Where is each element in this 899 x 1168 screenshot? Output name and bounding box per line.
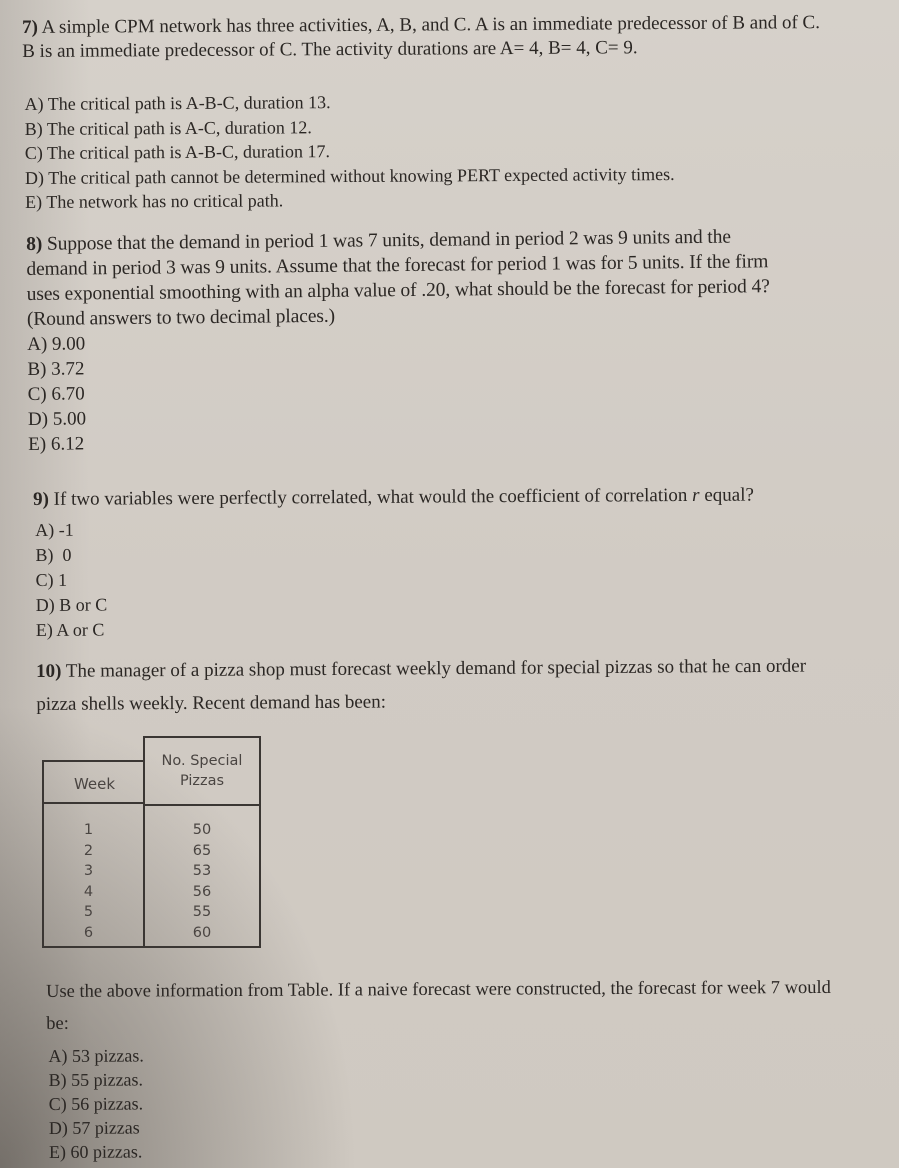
stem-line: A simple CPM network has three activities, A, B, and C. A is an immediate predecessor of B and of C. (41, 12, 821, 38)
pizza-cell: 65 (192, 842, 212, 859)
question-8 (26, 223, 888, 457)
option-d[interactable]: D) B or C (35, 594, 108, 615)
option-c[interactable]: C) 1 (35, 569, 68, 590)
option-d[interactable]: D) The critical path cannot be determined without knowing PERT expected activity times. (24, 163, 675, 188)
stem-text: If two variables were perfectly correlated, what would the coefficient of correlation (53, 484, 693, 510)
variable-r: r (692, 484, 700, 506)
pizza-cell: 60 (192, 924, 212, 941)
stem-line: B is an immediate predecessor of C. The activity durations are A= 4, B= 4, C= 9. (22, 37, 638, 62)
week-column (42, 804, 145, 948)
option-c[interactable]: C) The critical path is A-B-C, duration 17. (24, 141, 331, 163)
question-8-options (27, 323, 888, 457)
pizzas-column (143, 804, 261, 948)
option-b[interactable]: B) The critical path is A-C, duration 12. (24, 116, 312, 139)
option-e[interactable]: E) 60 pizzas. (48, 1141, 143, 1162)
week-cell: 5 (83, 904, 94, 920)
question-7-stem (22, 11, 882, 64)
header-week: Week (42, 760, 145, 806)
option-c[interactable]: C) 56 pizzas. (48, 1093, 144, 1114)
week-cell: 4 (83, 883, 94, 900)
pizza-cell: 56 (192, 883, 212, 900)
option-e[interactable]: E) The network has no critical path. (25, 190, 284, 212)
option-a[interactable]: A) -1 (35, 519, 74, 540)
pizza-cell: 53 (192, 863, 212, 879)
option-a[interactable]: A) 53 pizzas. (48, 1045, 144, 1066)
stem-line: The manager of a pizza shop must forecast weekly demand for special pizzas so that he can order (65, 655, 807, 682)
option-a[interactable]: A) The critical path is A-B-C, duration 13. (24, 92, 331, 114)
stem-line: Use the above information from Table. If a naive forecast were constructed, the forecast for week 7 would (46, 977, 831, 1002)
question-9-stem (33, 483, 893, 512)
option-e[interactable]: E) A or C (35, 619, 105, 640)
question-10 (36, 649, 896, 721)
header-line: No. Special (161, 753, 243, 769)
question-number: 8) (26, 233, 43, 255)
stem-text: equal? (699, 484, 754, 506)
option-b[interactable]: B) 0 (35, 544, 72, 565)
option-b[interactable]: B) 55 pizzas. (48, 1069, 144, 1090)
pizza-demand-table (42, 736, 262, 948)
question-10-followup (46, 972, 892, 1164)
week-cell: 2 (83, 842, 94, 859)
question-10-followup-stem (46, 972, 891, 1040)
stem-line: uses exponential smoothing with an alpha value of .20, what should be the forecast for period 4? (26, 276, 770, 305)
header-special-pizzas (143, 736, 261, 806)
stem-line: Suppose that the demand in period 1 was 7 units, demand in period 2 was 9 units and the (46, 226, 732, 255)
stem-line: be: (46, 1013, 69, 1034)
question-10-stem (36, 649, 896, 721)
stem-line: (Round answers to two decimal places.) (26, 305, 336, 330)
pizza-cell: 55 (192, 904, 212, 920)
option-d[interactable]: D) 5.00 (27, 408, 87, 430)
week-cell: 1 (83, 822, 94, 838)
pizza-cell: 50 (192, 822, 212, 838)
stem-line: demand in period 3 was 9 units. Assume that the forecast for period 1 was for 5 units. If the firm (26, 251, 769, 280)
option-d[interactable]: D) 57 pizzas (48, 1117, 140, 1138)
question-number: 7) (22, 16, 38, 38)
question-9-options (33, 513, 894, 643)
question-number: 9) (33, 488, 49, 510)
option-b[interactable]: B) 3.72 (27, 358, 85, 380)
question-7 (22, 11, 883, 215)
question-9 (33, 483, 894, 643)
question-7-options (22, 87, 883, 215)
week-cell: 3 (83, 863, 94, 879)
week-cell: 6 (83, 924, 94, 941)
option-e[interactable]: E) 6.12 (28, 433, 85, 455)
question-10-options (46, 1040, 892, 1164)
option-a[interactable]: A) 9.00 (27, 333, 86, 355)
question-8-stem (26, 223, 887, 332)
stem-line: pizza shells weekly. Recent demand has been: (36, 691, 387, 715)
option-c[interactable]: C) 6.70 (27, 383, 85, 405)
header-line: Pizzas (179, 773, 225, 789)
question-number: 10) (36, 660, 62, 682)
